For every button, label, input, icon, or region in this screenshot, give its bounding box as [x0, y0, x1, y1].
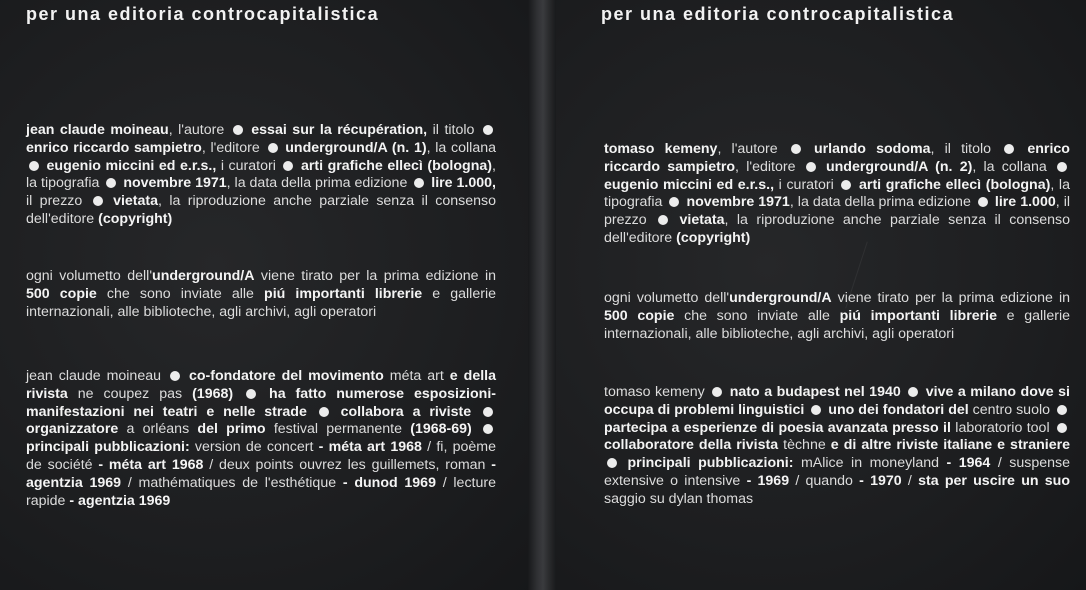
bullet-icon [806, 162, 816, 172]
book-title: essai sur la récupération, [251, 122, 428, 138]
price: lire 1.000 [994, 194, 1056, 211]
left-colophon: jean claude moineau, l'autore essai sur la récupération, il titolo enrico riccardo sampietro, l'editore underground/A (n. 1), la collana eugenio miccini ed e.r.s., i curatori arti grafiche ellecì (bologna), la tipografia novembre 1971, la data della prima edizione lire 1.000, il prezzo vietata, la riproduzione anche parziale senza il consenso dell'editore (copyright) [26, 122, 496, 227]
bullet-icon [483, 407, 493, 417]
bullet-icon [1057, 423, 1067, 433]
bullet-icon [93, 196, 103, 206]
left-page [0, 0, 540, 590]
right-page [556, 0, 1086, 590]
publisher: enrico riccardo sampietro [604, 141, 1070, 175]
right-bio: tomaso kemeny nato a budapest nel 1940 vive a milano dove si occupa di problemi linguistici uno dei fondatori del centro suolo partecipa a esperienze di poesia avanzata presso il laboratorio tool collaboratore della rivista tèchne e di altre riviste italiane e straniere principali pubblicazioni: mAlice in moneyland - 1964 / suspense extensive o intensive - 1969 / quando - 1970 / sta per uscire un suo saggio su dylan thomas [604, 384, 1070, 507]
edition-date: novembre 1971 [686, 194, 790, 211]
bullet-icon [908, 387, 918, 397]
bullet-icon [607, 458, 617, 468]
book-spine [528, 0, 558, 590]
right-distribution: ogni volumetto dell'underground/A viene tirato per la prima edizione in 500 copie che sono inviate alle piú importanti librerie e gallerie internazionali, alle biblioteche, agli archivi, agli operatori [604, 290, 1070, 342]
edition-date: novembre 1971 [123, 175, 227, 192]
bullet-icon [1057, 405, 1067, 415]
bio-author-name: tomaso kemeny [604, 384, 705, 400]
bullet-icon [170, 371, 180, 381]
left-page-header: per una editoria controcapitalistica [26, 4, 380, 24]
bullet-icon [978, 197, 988, 207]
bullet-icon [268, 143, 278, 153]
series: underground/A (n. 1) [285, 139, 427, 156]
copyright: (copyright) [676, 229, 751, 246]
bullet-icon [811, 405, 821, 415]
reproduction: vietata [113, 193, 159, 210]
bullet-icon [319, 407, 329, 417]
author-name: tomaso kemeny [604, 141, 718, 157]
bullet-icon [283, 161, 293, 171]
bullet-icon [791, 144, 801, 154]
right-page-header: per una editoria controcapitalistica [601, 4, 955, 24]
bullet-icon [669, 197, 679, 207]
bullet-icon [414, 178, 424, 188]
reproduction: vietata [679, 212, 725, 229]
bullet-icon [233, 125, 243, 135]
bullet-icon [1004, 144, 1014, 154]
bullet-icon [483, 424, 493, 434]
bullet-icon [106, 178, 116, 188]
left-distribution: ogni volumetto dell'underground/A viene tirato per la prima edizione in 500 copie che sono inviate alle piú importanti librerie e gallerie internazionali, alle biblioteche, agli archivi, agli operatori [26, 268, 496, 320]
bullet-icon [246, 389, 256, 399]
series: underground/A (n. 2) [825, 158, 973, 175]
printer: arti grafiche ellecì (bologna) [300, 157, 492, 174]
bullet-icon [1057, 162, 1067, 172]
right-colophon: tomaso kemeny, l'autore urlando sodoma, il titolo enrico riccardo sampietro, l'editore underground/A (n. 2), la collana eugenio miccini ed e.r.s., i curatori arti grafiche ellecì (bologna), la tipografia novembre 1971, la data della prima edizione lire 1.000, il prezzo vietata, la riproduzione anche parziale senza il consenso dell'editore (copyright) [604, 141, 1071, 246]
bullet-icon [658, 215, 668, 225]
book-title: urlando sodoma [813, 141, 931, 157]
price: lire 1.000, [431, 175, 496, 192]
bullet-icon [29, 161, 39, 171]
publisher: enrico riccardo sampietro [26, 139, 202, 156]
copyright: (copyright) [98, 210, 173, 227]
curators: eugenio miccini ed e.r.s., [46, 157, 217, 174]
bullet-icon [712, 387, 722, 397]
author-name: jean claude moineau [26, 122, 169, 138]
left-bio: jean claude moineau co-fondatore del movimento méta art e della rivista ne coupez pas (1968) ha fatto numerose esposizioni-manifestazioni nei teatri e nelle strade collabora a riviste organizzatore a orléans del primo festival permanente (1968-69) principali pubblicazioni: version de concert - méta art 1968 / fi, poème de société - méta art 1968 / deux points ouvrez les guillemets, roman - agentzia 1969 / mathématiques de l'esthétique - dunod 1969 / lecture rapide - agentzia 1969 [26, 368, 497, 509]
bullet-icon [841, 180, 851, 190]
curators: eugenio miccini ed e.r.s., [604, 176, 775, 193]
bio-author-name: jean claude moineau [26, 368, 161, 384]
printer: arti grafiche ellecì (bologna) [859, 176, 1051, 193]
bullet-icon [483, 125, 493, 135]
